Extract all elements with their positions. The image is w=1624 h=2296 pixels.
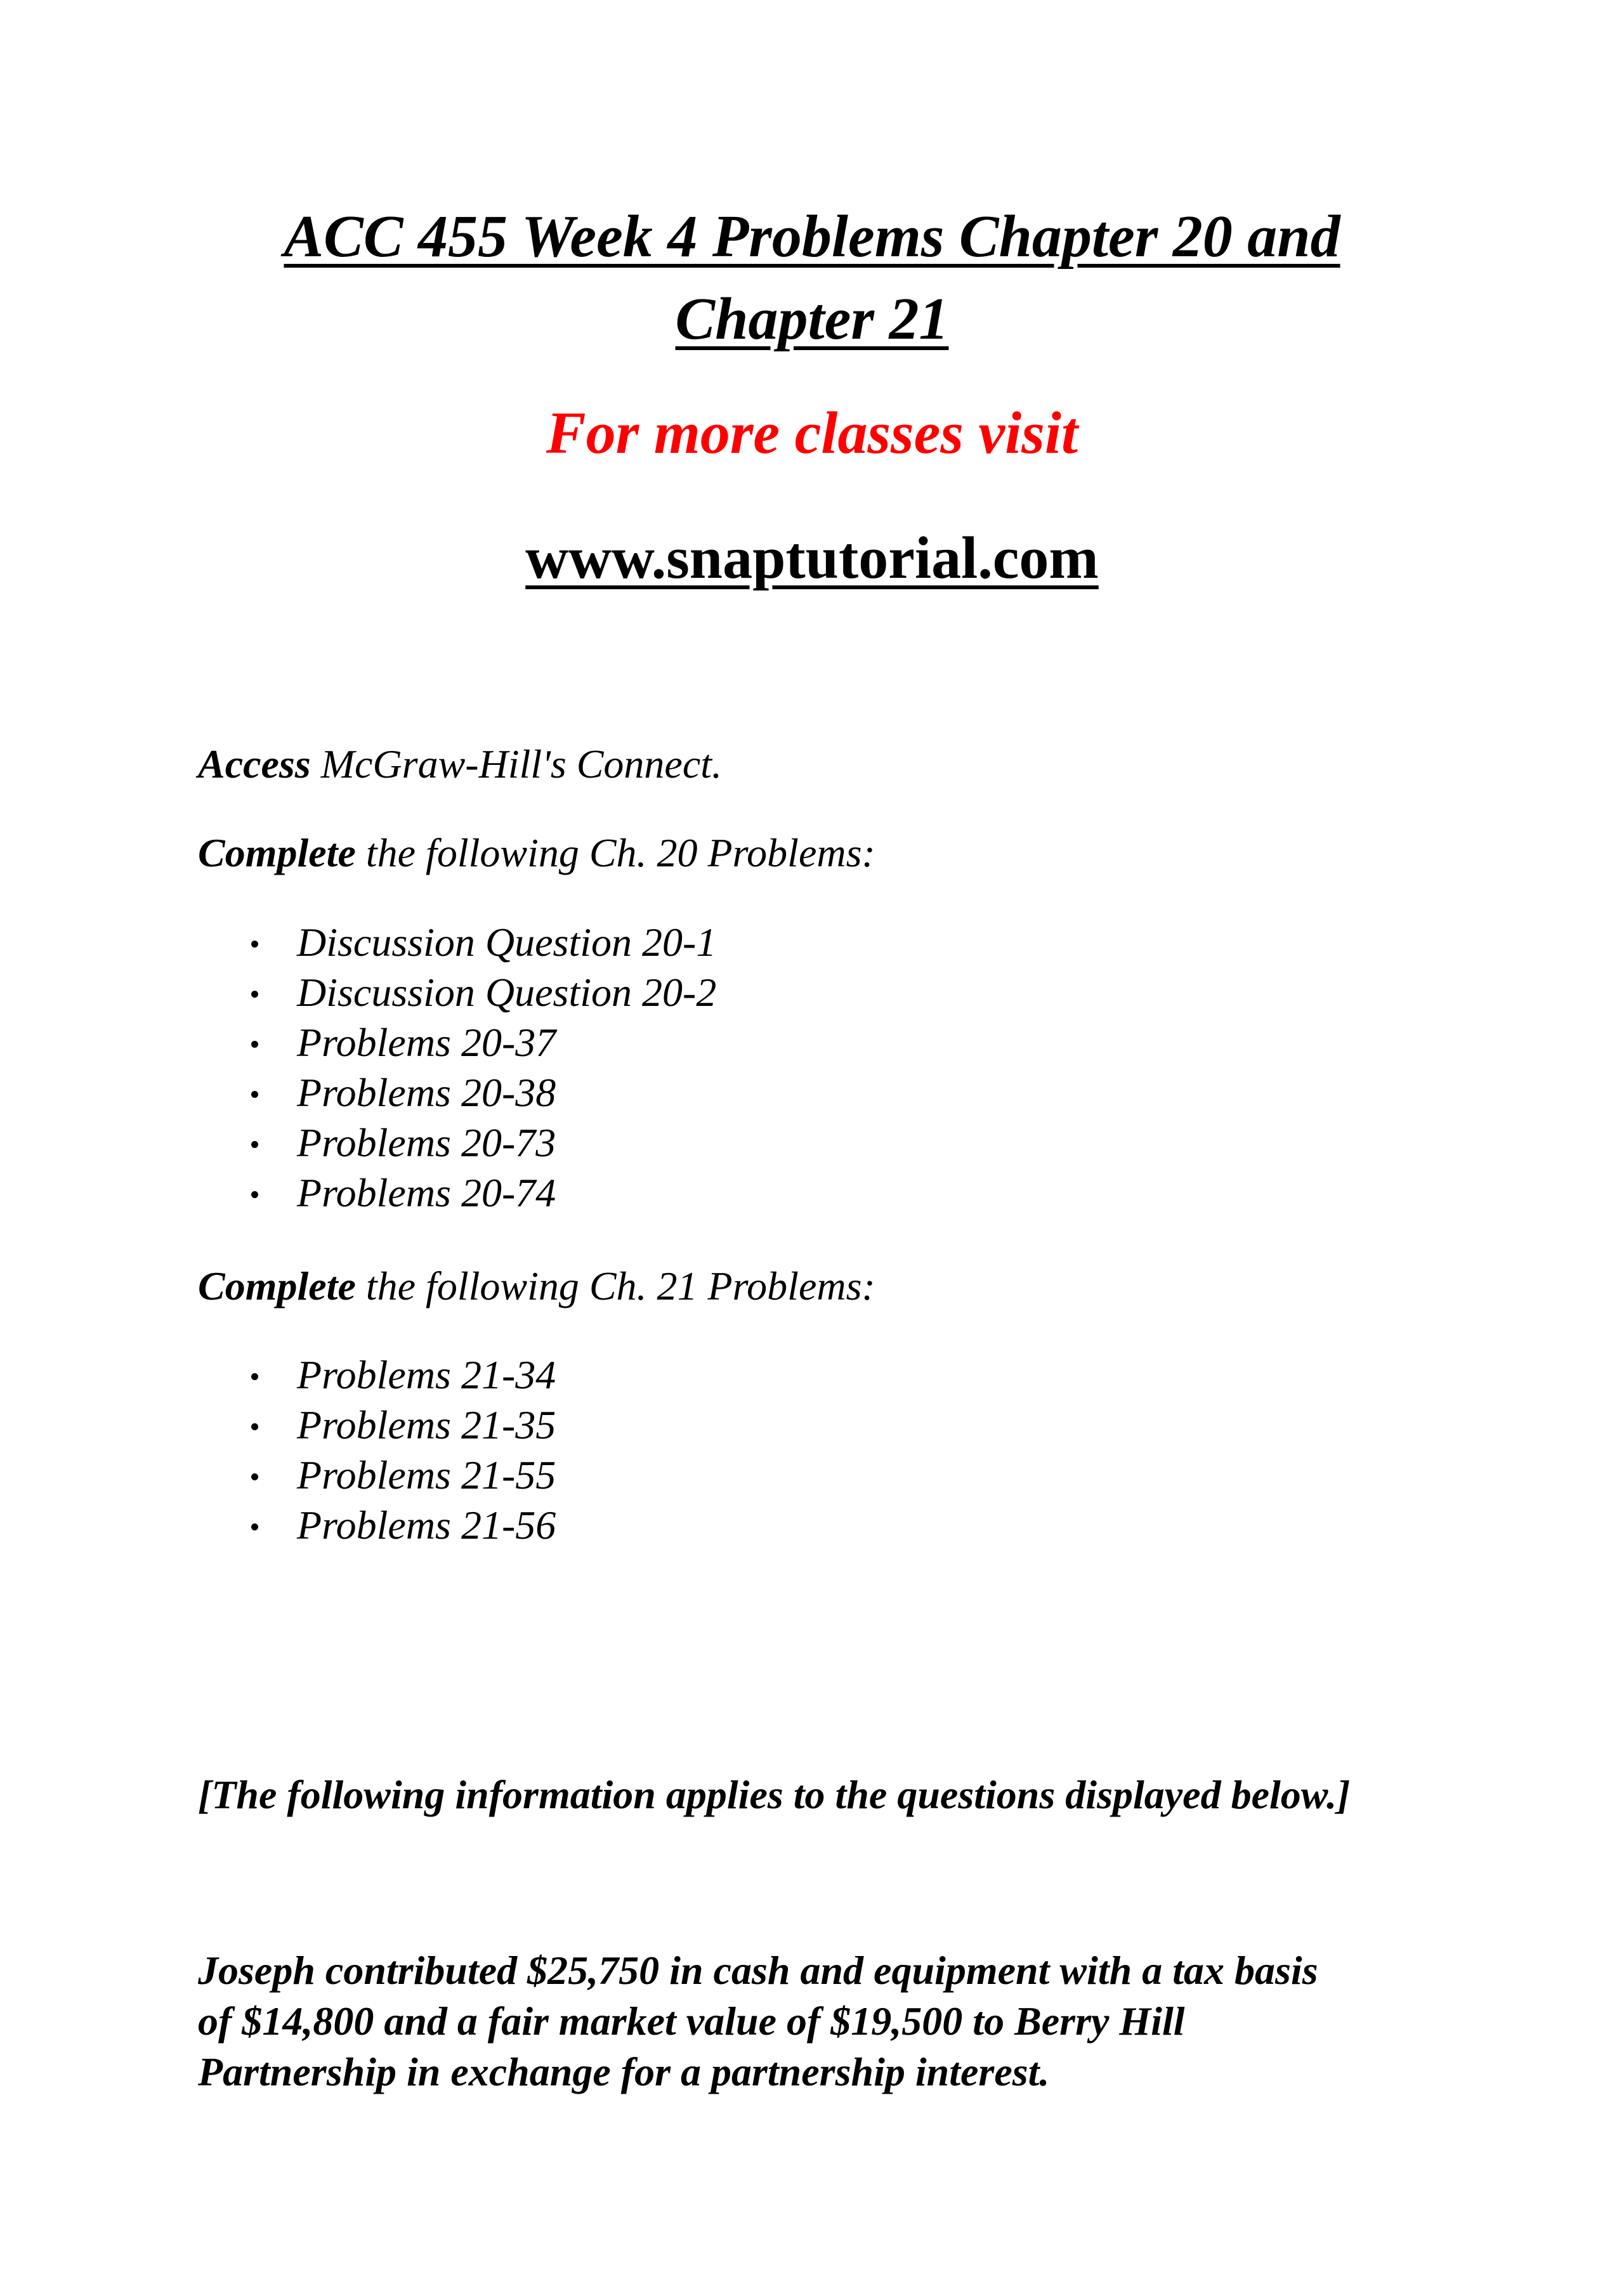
title-line-1: ACC 455 Week 4 Problems Chapter 20 and bbox=[284, 204, 1340, 270]
ch20-heading bbox=[198, 828, 1467, 878]
scenario-line-1: Joseph contributed $25,750 in cash and equipment with a tax basis bbox=[198, 1948, 1318, 1993]
ch21-lead: Complete bbox=[198, 1263, 356, 1308]
list-item: Problems 20-74 bbox=[198, 1168, 716, 1218]
website-link[interactable]: www.snaptutorial.com bbox=[525, 525, 1099, 591]
access-rest: McGraw-Hill's Connect. bbox=[310, 741, 722, 786]
list-item: Problems 21-35 bbox=[198, 1400, 556, 1450]
ch20-problem-list bbox=[198, 917, 716, 1218]
scenario-line-3: Partnership in exchange for a partnership interest. bbox=[198, 2049, 1050, 2094]
bullet-icon bbox=[251, 991, 258, 998]
list-item: Problems 20-73 bbox=[198, 1118, 716, 1168]
bullet-icon bbox=[251, 1191, 258, 1198]
bullet-icon bbox=[251, 1423, 258, 1430]
ch21-heading bbox=[198, 1261, 1467, 1312]
promo-text bbox=[0, 392, 1624, 474]
bullet-icon bbox=[251, 1141, 258, 1148]
list-item: Problems 20-37 bbox=[198, 1017, 716, 1067]
bullet-icon bbox=[251, 1523, 258, 1530]
bullet-icon bbox=[251, 1373, 258, 1380]
bullet-icon bbox=[251, 941, 258, 948]
bullet-icon bbox=[251, 1041, 258, 1048]
list-item: Problems 21-56 bbox=[198, 1500, 556, 1550]
ch20-rest: the following Ch. 20 Problems: bbox=[355, 830, 875, 875]
access-paragraph bbox=[198, 739, 1467, 790]
scenario-paragraph bbox=[198, 1945, 1492, 2097]
list-item: Problems 21-55 bbox=[198, 1450, 556, 1500]
document-title bbox=[0, 195, 1624, 360]
bullet-icon bbox=[251, 1473, 258, 1480]
ch20-lead: Complete bbox=[198, 830, 356, 875]
list-item: Problems 21-34 bbox=[198, 1350, 556, 1400]
list-item: Discussion Question 20-2 bbox=[198, 967, 716, 1017]
ch21-rest: the following Ch. 21 Problems: bbox=[355, 1263, 875, 1308]
title-line-2: Chapter 21 bbox=[675, 286, 949, 352]
info-note: [The following information applies to the questions displayed below.] bbox=[198, 1772, 1351, 1817]
access-lead: Access bbox=[198, 741, 311, 786]
scenario-line-2: of $14,800 and a fair market value of $19,500 to Berry Hill bbox=[198, 1999, 1185, 2044]
bullet-icon bbox=[251, 1091, 258, 1098]
promo-label: For more classes visit bbox=[546, 400, 1078, 466]
list-item: Discussion Question 20-1 bbox=[198, 917, 716, 967]
ch21-problem-list bbox=[198, 1350, 556, 1550]
list-item: Problems 20-38 bbox=[198, 1067, 716, 1118]
